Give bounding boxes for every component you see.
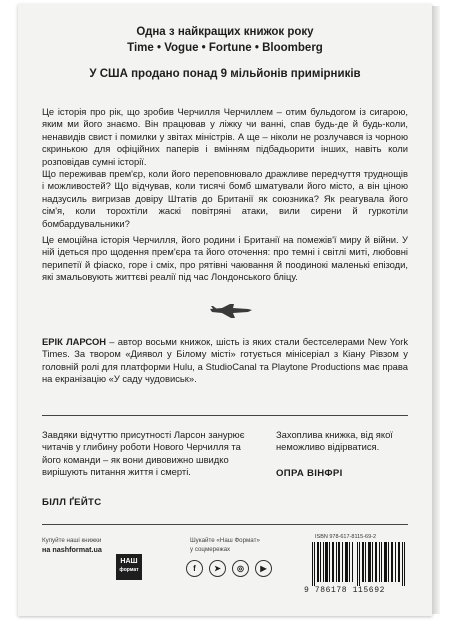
blurb-paragraph-1: Це історія про рік, що зробив Черчилля Черчиллем – отим бульдогом із сигарою, яким ми його знаємо. Він працював у ліжку чи ванні, спав будь-де й будь-коли, ненавидів свист і помилки у звітах міністрів. А ще – ніколи не розлучався із чорною скринькою для офіційних паперів і вмінням підбадьорити інших, навіть коли розповідав сумні історії. — [42, 106, 408, 167]
divider-bottom — [42, 524, 408, 525]
publisher-logo — [116, 554, 142, 580]
spitfire-plane-icon — [208, 301, 254, 321]
quote-text: Завдяки відчуттю присутності Ларсон занурює читачів у глибину роботи Нового Черчилля та його команди – як вони дивовижно швидко вирішують питання життя і смерті. — [42, 429, 245, 478]
buy-text: Купуйте наші книжки — [42, 537, 102, 544]
barcode-number: 9 786178 115692 — [304, 586, 386, 595]
quote-winfrey — [276, 429, 416, 480]
publications-line: Time • Vogue • Fortune • Bloomberg — [127, 42, 323, 54]
facebook-icon[interactable]: f — [186, 560, 203, 577]
cover-header — [18, 24, 432, 82]
instagram-icon[interactable]: ◎ — [232, 560, 249, 577]
quote-author: БІЛЛ ҐЕЙТС — [42, 496, 102, 508]
social-info — [190, 536, 260, 554]
quote-author: ОПРА ВІНФРІ — [276, 467, 343, 479]
follow-line-1: Шукайте «Наш Формат» — [190, 537, 260, 544]
blurb-paragraph-3: Це емоційна історія Черчилля, його родини і Британії на помежів'ї миру й війни. У ній ідеться про щодення прем'єра та його оточення: про темні і світлі миті, любовні перипетії й фіаско, горе і сміх, про рятівні чаювання й поодинокі маленькі епізоди, які змальовують життєві реалії під час Лондонського бліцу. — [42, 234, 408, 283]
barcode — [310, 542, 410, 586]
author-bio-text: – автор восьми книжок, шість із яких стали бестселерами New York Times. За твором «Диявол у Білому місті» готується мінісеріал з Кіану Рівзом у головній ролі для платформи Hulu, а StudioCanal та Playtone Productions має права на екранізацію «У саду чудовиськ». — [42, 336, 409, 385]
accolade-line: Одна з найкращих книжок року — [136, 26, 314, 38]
buy-url[interactable]: на nashformat.ua — [42, 545, 102, 554]
author-name: ЕРІК ЛАРСОН — [42, 336, 107, 347]
author-bio — [42, 336, 408, 386]
blurb-paragraph-2: Що переживав прем'єр, коли його переповнювало дражливе передчуття труднощів і можливостей? Що відчував, коли тисячі бомб шматували його місто, а він ціною надзусиль вигризав довіру Штатів до Британії як союзника? Як реагувала його сім'я, коли торохтіли жаскі повітряні атаки, вили сирени й гуркотіли бомбардувальники? — [42, 168, 408, 229]
telegram-icon[interactable]: ➤ — [209, 560, 226, 577]
follow-line-2: у соцмережах — [190, 546, 231, 553]
logo-top-text: НАШ — [120, 558, 138, 565]
youtube-icon[interactable]: ▶ — [255, 560, 272, 577]
book-edge — [432, 6, 440, 614]
isbn-label: ISBN 978-617-8115-69-2 — [315, 534, 377, 540]
quote-text: Захоплива книжка, від якої неможливо відірватися. — [276, 429, 393, 453]
buy-info — [42, 536, 102, 554]
logo-bottom-text: формат — [119, 567, 139, 573]
sales-line: У США продано понад 9 мільйонів примірників — [89, 68, 361, 80]
book-back-cover — [18, 4, 432, 616]
quote-gates — [42, 429, 252, 509]
social-icons — [186, 560, 272, 577]
divider-top — [42, 415, 408, 416]
